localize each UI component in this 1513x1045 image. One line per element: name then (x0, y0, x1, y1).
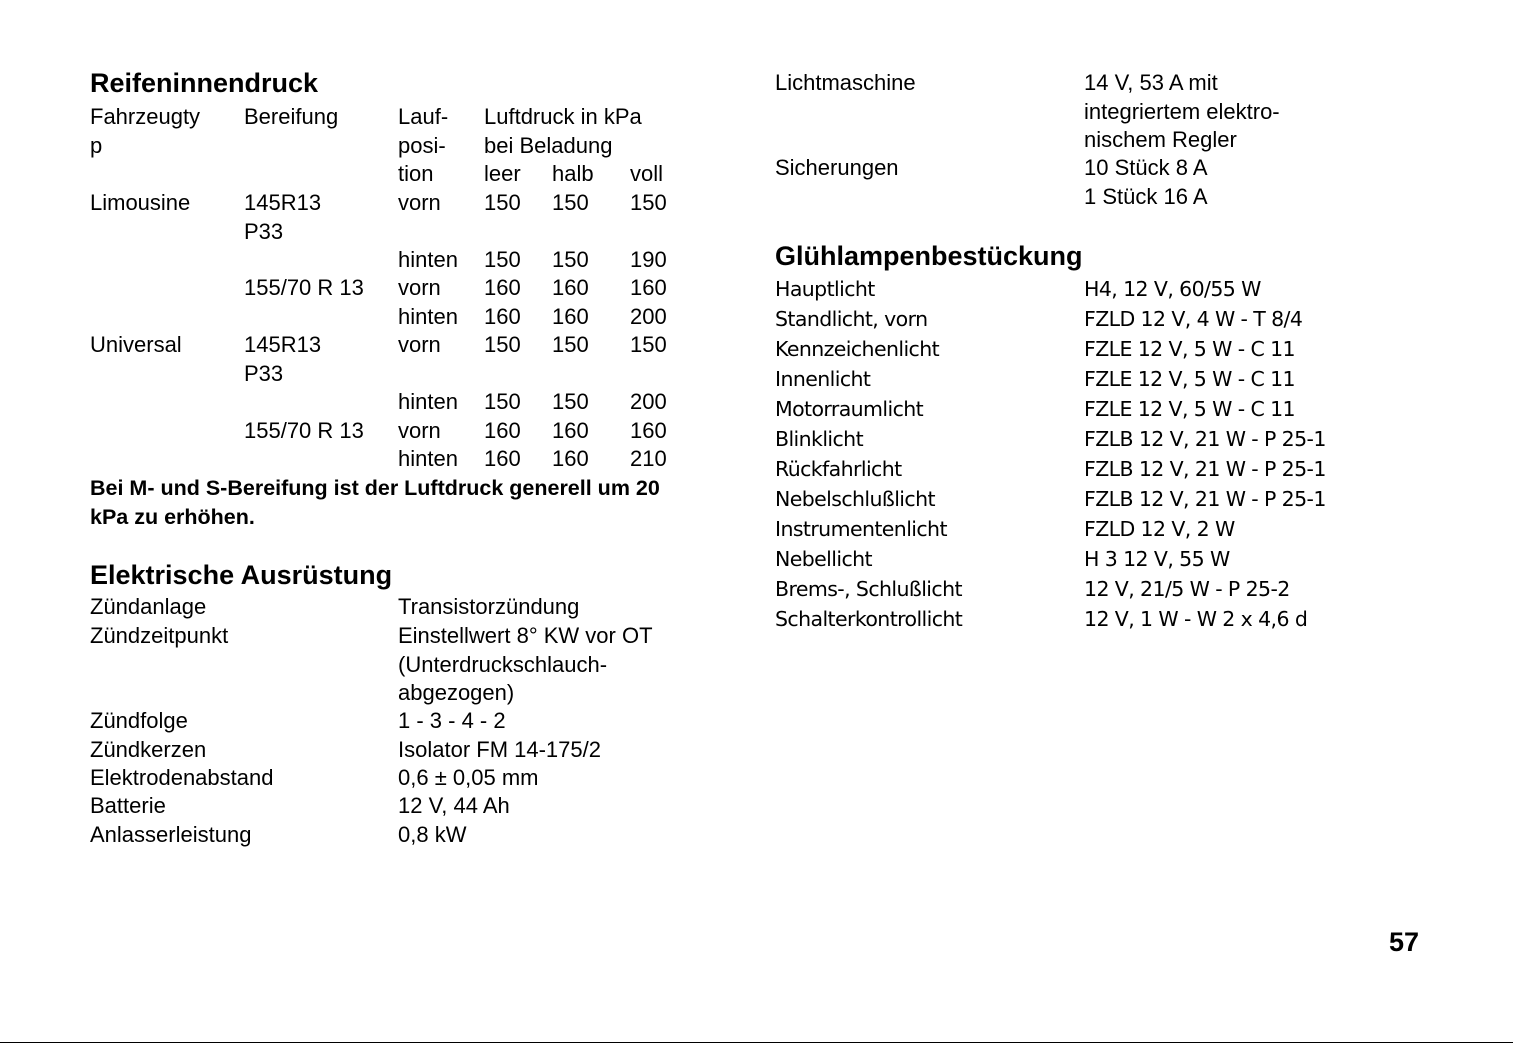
item-label: Hauptlicht (775, 277, 875, 301)
cell-tyre: 155/70 R 13 (244, 418, 364, 443)
item-label: Innenlicht (775, 367, 871, 391)
item-value: 12 V, 44 Ah (398, 793, 510, 818)
cell-position: vorn (398, 275, 441, 300)
cell-pressure-half: 160 (552, 275, 589, 300)
table-row (0, 189, 700, 244)
cell-pressure-full: 190 (630, 247, 667, 272)
cell-pressure-full: 160 (630, 418, 667, 443)
cell-position: vorn (398, 418, 441, 443)
item-value: 14 V, 53 A mit integriertem elektro- nischem Regler (1084, 70, 1280, 152)
item-value: FZLD 12 V, 2 W (1084, 517, 1235, 541)
cell-tyre: 145R13 P33 (244, 190, 322, 244)
item-label: Nebelschlußlicht (775, 487, 935, 511)
item-value: Isolator FM 14-175/2 (398, 737, 601, 762)
col-header-half: halb (552, 161, 594, 186)
item-value: 0,8 kW (398, 822, 467, 847)
item-label: Elektrodenabstand (90, 765, 274, 790)
item-value: FZLB 12 V, 21 W - P 25-1 (1084, 487, 1326, 511)
item-label: Nebellicht (775, 547, 872, 571)
cell-pressure-empty: 160 (484, 418, 521, 443)
item-label: Rückfahrlicht (775, 457, 902, 481)
electrical-heading: Elektrische Ausrüstung (90, 560, 393, 590)
page-number: 57 (1389, 927, 1420, 957)
cell-pressure-full: 160 (630, 275, 667, 300)
item-label: Zündfolge (90, 708, 188, 733)
cell-position: hinten (398, 446, 458, 471)
item-label: Standlicht, vorn (775, 307, 928, 331)
cell-tyre: 145R13 P33 (244, 332, 322, 386)
item-label: Zündanlage (90, 594, 207, 619)
cell-pressure-half: 150 (552, 190, 589, 215)
item-label: Anlasserleistung (90, 822, 252, 847)
item-value: FZLE 12 V, 5 W - C 11 (1084, 367, 1295, 391)
col-header-position: Lauf- posi- tion (398, 104, 449, 186)
cell-pressure-half: 150 (552, 247, 589, 272)
table-row (0, 417, 700, 446)
bulbs-heading: Glühlampenbestückung (775, 241, 1083, 271)
cell-tyre: 155/70 R 13 (244, 275, 364, 300)
col-header-vehicle: Fahrzeugty p (90, 104, 201, 158)
col-header-tyres: Bereifung (244, 104, 339, 129)
cell-position: vorn (398, 332, 441, 357)
cell-pressure-empty: 160 (484, 446, 521, 471)
page-bottom-rule (0, 1042, 1513, 1043)
cell-pressure-full: 210 (630, 446, 667, 471)
cell-pressure-empty: 160 (484, 275, 521, 300)
cell-pressure-full: 150 (630, 190, 667, 215)
item-label: Zündkerzen (90, 737, 207, 762)
cell-position: hinten (398, 304, 458, 329)
item-value: FZLD 12 V, 4 W - T 8/4 (1084, 307, 1303, 331)
item-label: Lichtmaschine (775, 70, 916, 95)
item-label: Brems-, Schlußlicht (775, 577, 962, 601)
cell-position: vorn (398, 190, 441, 215)
col-header-empty: leer (484, 161, 521, 186)
item-label: Sicherungen (775, 155, 899, 180)
item-value: Transistorzündung (398, 594, 580, 619)
col-header-pressure: Luftdruck in kPa bei Beladung (484, 104, 642, 158)
cell-pressure-full: 200 (630, 389, 667, 414)
table-row (0, 331, 700, 386)
table-row (0, 445, 700, 474)
item-label: Schalterkontrollicht (775, 607, 963, 631)
cell-pressure-empty: 150 (484, 332, 521, 357)
table-row (0, 274, 700, 303)
item-value: 1 - 3 - 4 - 2 (398, 708, 506, 733)
item-value: FZLB 12 V, 21 W - P 25-1 (1084, 457, 1326, 481)
cell-pressure-full: 200 (630, 304, 667, 329)
item-value: FZLB 12 V, 21 W - P 25-1 (1084, 427, 1326, 451)
cell-pressure-half: 160 (552, 446, 589, 471)
table-row (0, 246, 700, 275)
table-row (0, 303, 700, 332)
cell-pressure-empty: 150 (484, 247, 521, 272)
item-value: FZLE 12 V, 5 W - C 11 (1084, 397, 1295, 421)
item-label: Motorraumlicht (775, 397, 924, 421)
cell-vehicle: Universal (90, 332, 182, 357)
item-label: Batterie (90, 793, 166, 818)
item-label: Instrumentenlicht (775, 517, 947, 541)
item-label: Kennzeichenlicht (775, 337, 940, 361)
item-value: 12 V, 1 W - W 2 x 4,6 d (1084, 607, 1308, 631)
tyre-note: Bei M- und S-Bereifung ist der Luftdruck generell um 20 kPa zu erhöhen. (90, 476, 660, 529)
table-row (0, 388, 700, 417)
cell-pressure-half: 150 (552, 332, 589, 357)
tyre-pressure-heading: Reifeninnendruck (90, 68, 319, 98)
cell-pressure-full: 150 (630, 332, 667, 357)
item-label: Zündzeitpunkt (90, 623, 229, 648)
cell-position: hinten (398, 247, 458, 272)
item-value: FZLE 12 V, 5 W - C 11 (1084, 337, 1295, 361)
col-header-full: voll (630, 161, 664, 186)
cell-pressure-empty: 150 (484, 190, 521, 215)
cell-pressure-empty: 150 (484, 389, 521, 414)
item-value: H4, 12 V, 60/55 W (1084, 277, 1261, 301)
cell-pressure-half: 160 (552, 304, 589, 329)
cell-position: hinten (398, 389, 458, 414)
cell-vehicle: Limousine (90, 190, 191, 215)
cell-pressure-half: 160 (552, 418, 589, 443)
item-value: 12 V, 21/5 W - P 25-2 (1084, 577, 1290, 601)
item-value: Einstellwert 8° KW vor OT (Unterdruckschlauch- abgezogen) (398, 623, 653, 705)
item-label: Blinklicht (775, 427, 864, 451)
item-value: H 3 12 V, 55 W (1084, 547, 1230, 571)
cell-pressure-half: 150 (552, 389, 589, 414)
item-value: 0,6 ± 0,05 mm (398, 765, 539, 790)
item-value: 10 Stück 8 A 1 Stück 16 A (1084, 155, 1208, 209)
cell-pressure-empty: 160 (484, 304, 521, 329)
